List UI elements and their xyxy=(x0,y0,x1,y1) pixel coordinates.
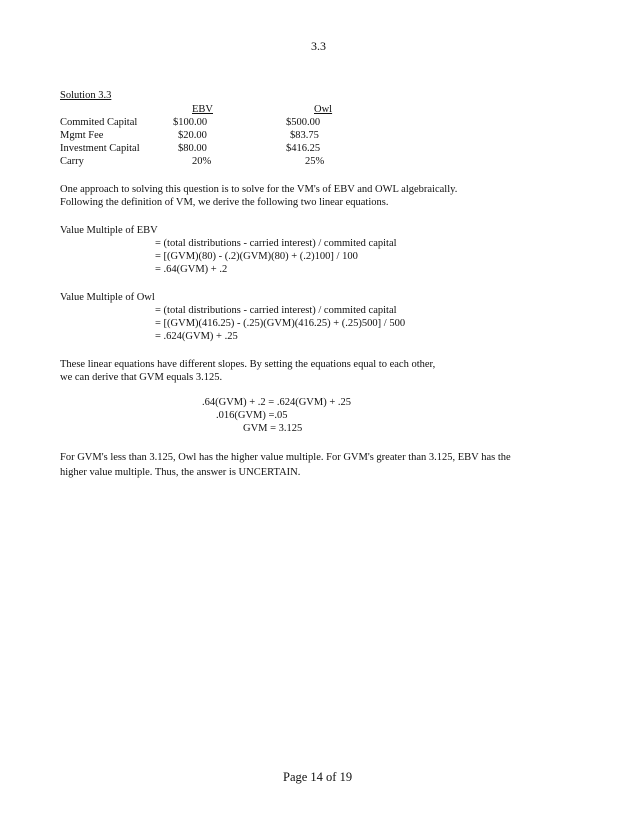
owl-cell: $83.75 xyxy=(290,130,319,141)
page-number-footer: Page 14 of 19 xyxy=(283,770,353,784)
conclusion-line: higher value multiple. Thus, the answer is UNCERTAIN. xyxy=(60,467,301,478)
ebv-cell: $20.00 xyxy=(178,130,207,141)
solve-line: .016(GVM) =.05 xyxy=(216,410,288,421)
page-header-number: 3.3 xyxy=(311,39,326,53)
solve-line: .64(GVM) + .2 = .624(GVM) + .25 xyxy=(202,397,352,408)
slopes-line: These linear equations have different slopes. By setting the equations equal to each other, xyxy=(60,359,436,370)
solution-title: Solution 3.3 xyxy=(60,90,112,101)
owl-equation-line: = .624(GVM) + .25 xyxy=(155,331,238,342)
ebv-cell: $100.00 xyxy=(173,117,208,128)
conclusion-line: For GVM's less than 3.125, Owl has the higher value multiple. For GVM's greater than 3.125, EBV has the xyxy=(60,452,511,463)
ebv-cell: 20% xyxy=(192,156,212,167)
column-header-owl: Owl xyxy=(314,104,333,115)
slopes-line: we can derive that GVM equals 3.125. xyxy=(60,372,223,383)
ebv-equation-line: = (total distributions - carried interest) / commited capital xyxy=(155,238,397,249)
owl-cell: $500.00 xyxy=(286,117,321,128)
column-header-ebv: EBV xyxy=(192,104,213,115)
row-label: Carry xyxy=(60,156,84,167)
owl-equation-line: = [(GVM)(416.25) - (.25)(GVM)(416.25) + (.25)500] / 500 xyxy=(155,318,406,329)
owl-equation-line: = (total distributions - carried interest) / commited capital xyxy=(155,305,397,316)
ebv-equation-line: = [(GVM)(80) - (.2)(GVM)(80) + (.2)100] / 100 xyxy=(155,251,358,262)
owl-cell: 25% xyxy=(305,156,325,167)
owl-cell: $416.25 xyxy=(286,143,321,154)
solve-line: GVM = 3.125 xyxy=(243,423,303,434)
ebv-section-title: Value Multiple of EBV xyxy=(60,225,158,236)
owl-section-title: Value Multiple of Owl xyxy=(60,292,155,303)
row-label: Commited Capital xyxy=(60,117,138,128)
row-label: Investment Capital xyxy=(60,143,140,154)
intro-line: One approach to solving this question is to solve for the VM's of EBV and OWL algebraically. xyxy=(60,184,458,195)
intro-line: Following the definition of VM, we derive the following two linear equations. xyxy=(60,197,389,208)
ebv-cell: $80.00 xyxy=(178,143,207,154)
row-label: Mgmt Fee xyxy=(60,130,104,141)
ebv-equation-line: = .64(GVM) + .2 xyxy=(155,264,228,275)
